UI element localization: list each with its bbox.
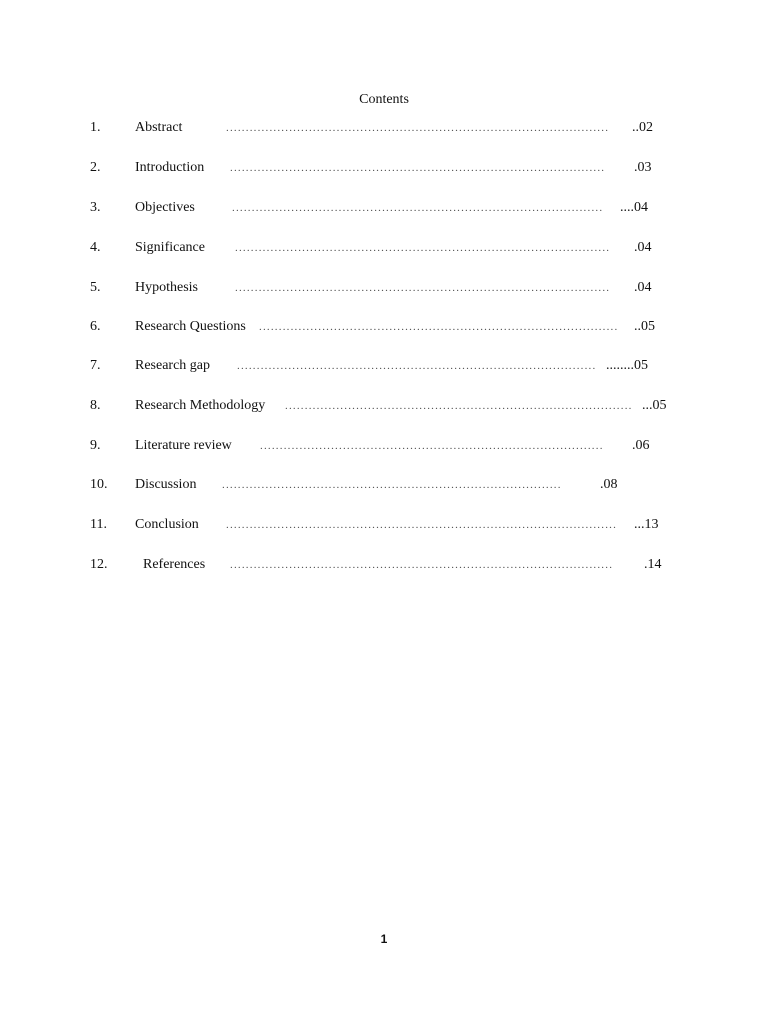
toc-entry-number: 11.	[90, 517, 107, 532]
toc-entry-leader: ...................................................................................................	[226, 519, 618, 531]
toc-entry-leader: ...........................................................................................	[237, 360, 597, 372]
toc-entry-number: 3.	[90, 200, 101, 215]
toc-entry	[0, 158, 768, 178]
toc-entry	[0, 118, 768, 138]
toc-entry-label: Research Questions	[135, 319, 246, 334]
toc-entry-label: Conclusion	[135, 517, 199, 532]
toc-entry-leader: ......................................................................................	[222, 479, 562, 491]
toc-entry-leader: ...............................................................................................	[230, 162, 606, 174]
toc-entry-number: 9.	[90, 438, 101, 453]
toc-entry-leader: ..............................................................................................	[232, 202, 604, 214]
toc-entry-label: Objectives	[135, 200, 195, 215]
toc-title: Contents	[359, 92, 409, 107]
toc-entry	[0, 436, 768, 456]
toc-entry-leader: ...............................................................................................	[235, 282, 611, 294]
toc-entry-leader: ...............................................................................................	[235, 242, 611, 254]
toc-entry-number: 10.	[90, 477, 108, 492]
toc-entry-page: .04	[634, 240, 652, 255]
toc-entry-page: ....04	[620, 200, 648, 215]
toc-entry-label: Abstract	[135, 120, 183, 135]
toc-entry-leader: ........................................................................................	[285, 400, 633, 412]
toc-entry-leader: .................................................................................................	[226, 122, 610, 134]
toc-entry-label: References	[143, 557, 206, 572]
toc-entry-page: ...05	[642, 398, 667, 413]
toc-entry-page: .04	[634, 280, 652, 295]
toc-entry	[0, 475, 768, 495]
toc-entry	[0, 396, 768, 416]
toc-entry	[0, 555, 768, 575]
toc-entry-number: 4.	[90, 240, 101, 255]
toc-entry-label: Hypothesis	[135, 280, 198, 295]
toc-entry	[0, 278, 768, 298]
toc-entry-leader: .................................................................................................	[230, 559, 614, 571]
toc-entry-page: .14	[644, 557, 662, 572]
toc-entry-leader: ...........................................................................................	[259, 321, 619, 333]
toc-entry-number: 6.	[90, 319, 101, 334]
toc-entry-label: Introduction	[135, 160, 205, 175]
toc-entry-page: ..05	[634, 319, 655, 334]
toc-entry-label: Literature review	[135, 438, 232, 453]
toc-entry-page: .03	[634, 160, 652, 175]
toc-entry-page: ..02	[632, 120, 653, 135]
toc-entry-page: ...13	[634, 517, 659, 532]
toc-entry-number: 1.	[90, 120, 101, 135]
toc-entry-number: 8.	[90, 398, 101, 413]
toc-entry-label: Research gap	[135, 358, 211, 373]
toc-entry	[0, 515, 768, 535]
toc-entry-number: 7.	[90, 358, 101, 373]
toc-entry-label: Significance	[135, 240, 205, 255]
toc-entry	[0, 356, 768, 376]
toc-entry-label: Research Methodology	[135, 398, 266, 413]
toc-entry-label: Discussion	[135, 477, 197, 492]
toc-entry-page: .08	[600, 477, 618, 492]
toc-entry-number: 5.	[90, 280, 101, 295]
toc-entry	[0, 317, 768, 337]
page-number: 1	[380, 932, 388, 946]
toc-entry	[0, 238, 768, 258]
toc-entry-page: .06	[632, 438, 650, 453]
toc-entry-page: ........05	[606, 358, 648, 373]
toc-entry-number: 12.	[90, 557, 108, 572]
toc-entry-leader: .......................................................................................	[260, 440, 604, 452]
toc-entry	[0, 198, 768, 218]
toc-entry-number: 2.	[90, 160, 101, 175]
